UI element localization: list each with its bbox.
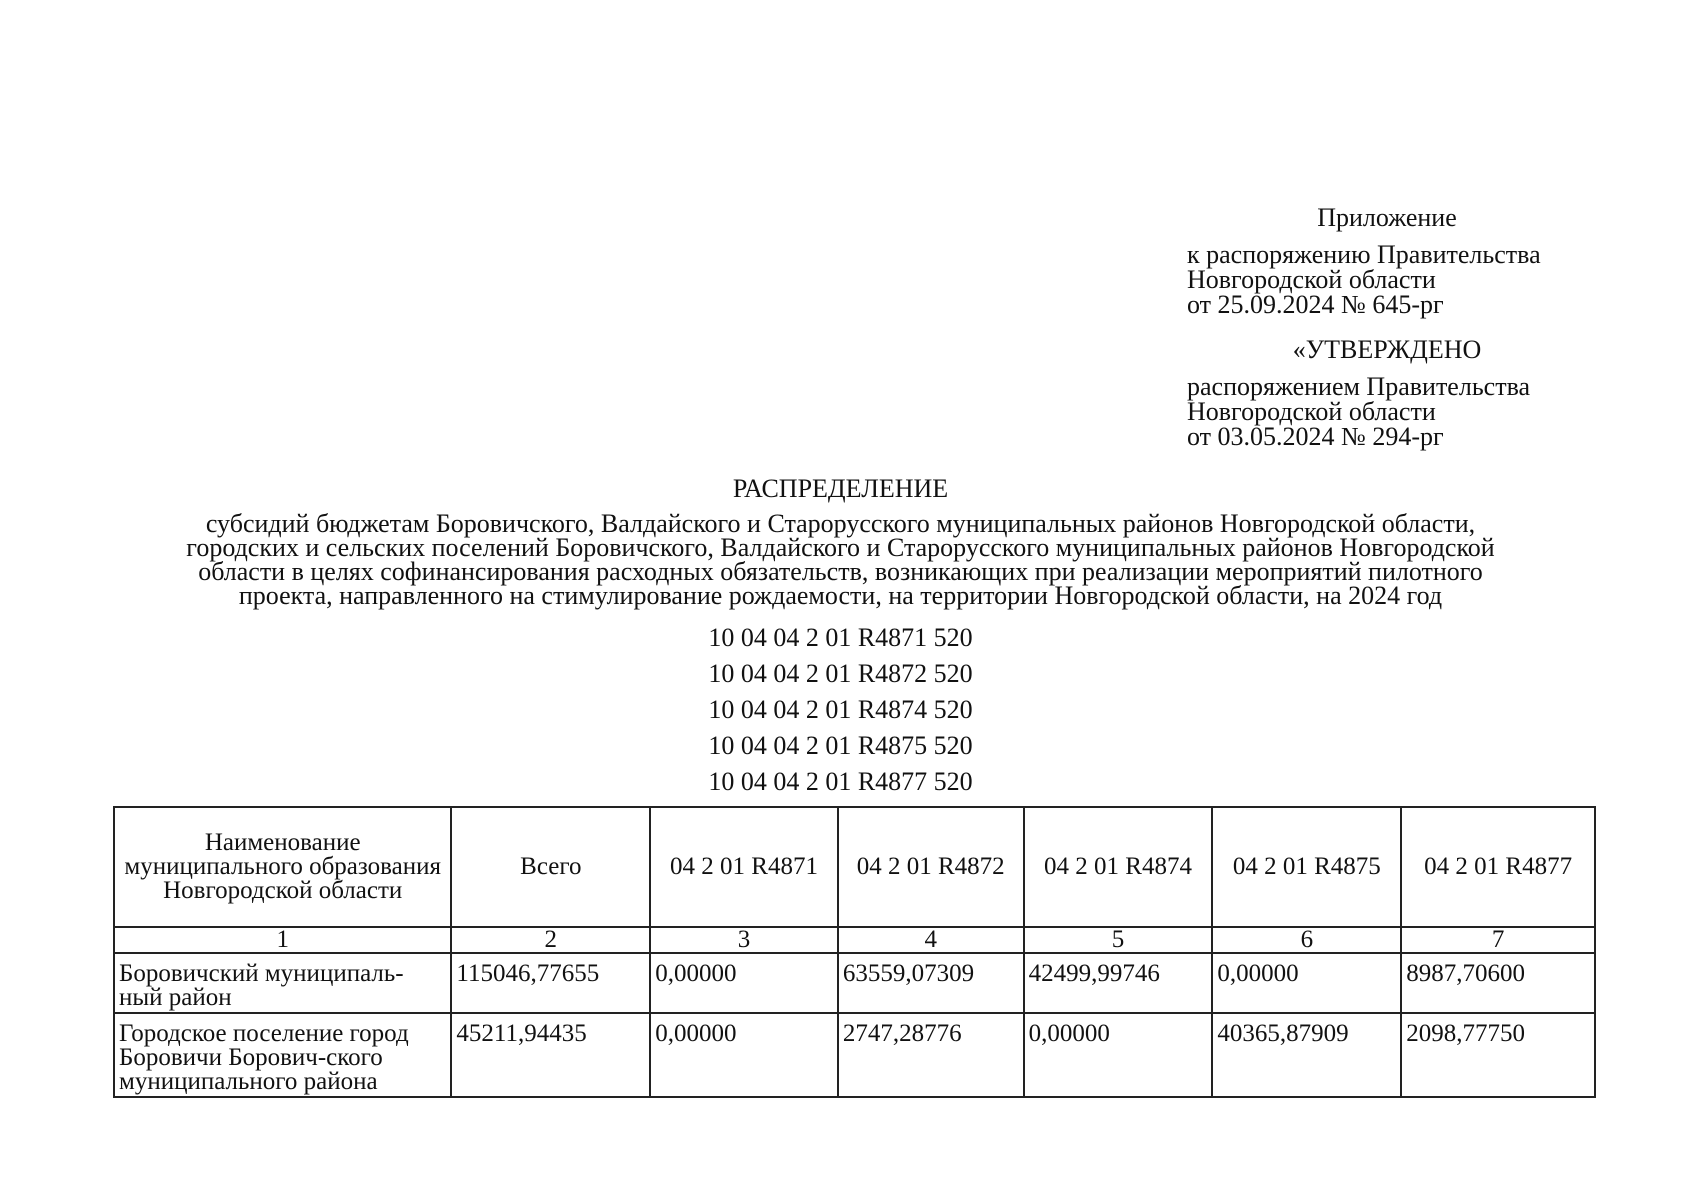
subtitle-line: городских и сельских поселений Боровичского, Валдайского и Старорусского муниципальных районов Новгородской <box>186 533 1495 562</box>
value-cell: 0,00000 <box>650 953 838 1013</box>
value-cell: 0,00000 <box>650 1013 838 1097</box>
value-cell: 2747,28776 <box>838 1013 1024 1097</box>
document-title: РАСПРЕДЕЛЕНИЕ <box>732 474 949 503</box>
budget-code: 10 04 04 2 01 R4872 520 <box>708 659 973 688</box>
header-cell: 04 2 01 R4874 <box>1024 807 1213 927</box>
value-cell: 115046,77655 <box>451 953 650 1013</box>
budget-code: 10 04 04 2 01 R4877 520 <box>708 767 973 796</box>
budget-code: 10 04 04 2 01 R4871 520 <box>708 623 973 652</box>
column-number: 3 <box>650 927 838 953</box>
value-cell: 2098,77750 <box>1401 1013 1595 1097</box>
value-cell: 45211,94435 <box>451 1013 650 1097</box>
value-cell: 63559,07309 <box>838 953 1024 1013</box>
value-cell: 42499,99746 <box>1024 953 1213 1013</box>
column-number: 5 <box>1024 927 1213 953</box>
table-header-row <box>114 807 1595 927</box>
document-subtitle <box>110 509 1571 610</box>
appendix-line: Новгородской области <box>1187 265 1436 294</box>
budget-codes <box>0 620 1681 800</box>
value-cell: 40365,87909 <box>1212 1013 1401 1097</box>
subtitle-line: субсидий бюджетам Боровичского, Валдайского и Старорусского муниципальных районов Новгородской области, <box>205 509 1476 538</box>
table-row <box>114 953 1595 1013</box>
header-cell: Наименование муниципального образования Новгородской области <box>114 807 451 927</box>
row-name-cell: Городское поселение город Боровичи Борович-ского муниципального района <box>114 1013 451 1097</box>
column-number: 7 <box>1401 927 1595 953</box>
table-row <box>114 1013 1595 1097</box>
subtitle-line: проекта, направленного на стимулирование рождаемости, на территории Новгородской области, на 2024 год <box>238 581 1443 610</box>
appendix-line: к распоряжению Правительства <box>1187 240 1541 269</box>
column-number: 6 <box>1212 927 1401 953</box>
approved-block <box>1187 337 1617 449</box>
value-cell: 8987,70600 <box>1401 953 1595 1013</box>
approved-line: от 03.05.2024 № 294-рг <box>1187 422 1444 451</box>
header-cell: Всего <box>451 807 650 927</box>
header-cell: 04 2 01 R4872 <box>838 807 1024 927</box>
approved-line: распоряжением Правительства <box>1187 372 1531 401</box>
header-cell: 04 2 01 R4871 <box>650 807 838 927</box>
approved-title: «УТВЕРЖДЕНО <box>1292 335 1482 364</box>
appendix-title: Приложение <box>1317 203 1457 232</box>
header-cell: 04 2 01 R4877 <box>1401 807 1595 927</box>
appendix-line: от 25.09.2024 № 645-рг <box>1187 290 1444 319</box>
appendix-block <box>1187 205 1617 317</box>
value-cell: 0,00000 <box>1212 953 1401 1013</box>
value-cell: 0,00000 <box>1024 1013 1213 1097</box>
header-cell: 04 2 01 R4875 <box>1212 807 1401 927</box>
row-name-cell: Боровичский муниципаль-ный район <box>114 953 451 1013</box>
budget-code: 10 04 04 2 01 R4875 520 <box>708 731 973 760</box>
column-number-row <box>114 927 1595 953</box>
approved-line: Новгородской области <box>1187 397 1436 426</box>
column-number: 2 <box>451 927 650 953</box>
distribution-table <box>113 806 1596 1098</box>
subtitle-line: области в целях софинансирования расходных обязательств, возникающих при реализации мероприятий пилотного <box>198 557 1483 586</box>
budget-code: 10 04 04 2 01 R4874 520 <box>708 695 973 724</box>
column-number: 4 <box>838 927 1024 953</box>
column-number: 1 <box>114 927 451 953</box>
